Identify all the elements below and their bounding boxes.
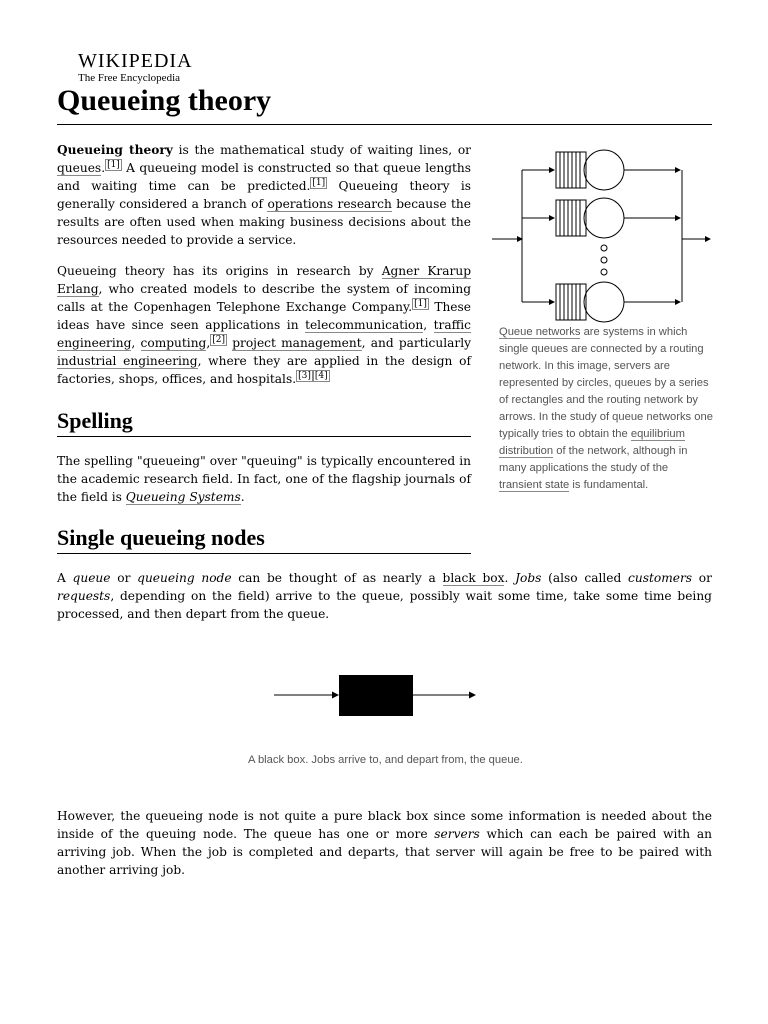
ref-4[interactable]: [4]: [314, 370, 328, 381]
ref-1[interactable]: [1]: [414, 298, 427, 309]
link-traffic-engineering[interactable]: traffic engineering: [57, 318, 472, 350]
queue-network-diagram[interactable]: [492, 140, 716, 324]
text: can be thought of as nearly a: [231, 571, 443, 585]
single-nodes-paragraph-1: [57, 569, 712, 623]
bold-term: Queueing theory: [57, 143, 173, 157]
link-queues[interactable]: queues: [57, 161, 102, 175]
text: .: [504, 571, 516, 585]
text: are systems in which single queues are connected by a routing network. In this image, servers are represented by circles, queues by a series of rectangles and the routing network by arrows. In the study of queue networks one typically tries to obtain the: [499, 326, 713, 440]
text: which can each be paired with an arriving job. When the job is completed and departs, that server will again be free to be paired with another arriving job.: [57, 827, 712, 877]
link-operations-research[interactable]: operations research: [267, 197, 392, 211]
section-divider: [57, 553, 471, 554]
black-box-diagram[interactable]: [272, 672, 482, 720]
text: These ideas have since seen applications in: [57, 300, 471, 332]
link-queue-networks[interactable]: Queue networks: [499, 326, 581, 338]
ref-1[interactable]: [1]: [107, 159, 120, 170]
link-industrial-engineering[interactable]: industrial engineering: [57, 354, 198, 368]
ellipsis-dot: [601, 245, 607, 251]
link-computing[interactable]: computing: [140, 336, 207, 350]
section-divider: [57, 436, 471, 437]
link-queueing-systems[interactable]: Queueing Systems: [125, 490, 241, 504]
intro-paragraph-2: Queueing theory has its origins in research by Agner Krarup Erlang, who created models to describe the system of incoming calls at the Copenhagen Telephone Exchange Company. [1] These ideas have since seen applications in telecommunication, traffic engineering, computing, [2] project management, and particularly industrial engineering, where they are applied in the design of factories, shops, offices, and hospitals. [3] [4]: [57, 264, 472, 386]
italic-term: customers: [628, 571, 693, 585]
server-circle-3: [584, 282, 624, 322]
page-title: Queueing theory: [57, 84, 272, 117]
wikipedia-wordmark[interactable]: WIKIPEDIA: [78, 50, 193, 72]
title-divider: [57, 124, 712, 125]
server-circle-2: [584, 198, 624, 238]
text: , who created models to describe the system of incoming calls at the Copenhagen Telephone Exchange Company.: [57, 282, 471, 314]
text: Queueing theory has its origins in research by: [57, 264, 382, 278]
text: A queueing model is constructed so that queue lengths and waiting time can be predicted.: [57, 161, 471, 193]
text: is the mathematical study of waiting lines, or: [172, 143, 471, 157]
italic-term: queueing node: [137, 571, 232, 585]
ellipsis-dot: [601, 269, 607, 275]
section-heading-single-queueing-nodes: Single queueing nodes: [57, 525, 265, 550]
link-agner-krarup-erlang[interactable]: Agner Krarup Erlang: [57, 264, 471, 296]
ref-3[interactable]: [3]: [298, 370, 311, 381]
link-equilibrium-distribution[interactable]: equilibrium distribution: [499, 428, 685, 457]
ref-1[interactable]: [1]: [312, 177, 326, 188]
intro-paragraph-1: Queueing theory is the mathematical study of waiting lines, or queues. [1] A queueing model is constructed so that queue lengths and waiting time can be predicted. [1] Queueing theory is generally considered a branch of operations research because the results are often used when making business decisions about the resources needed to provide a service.: [57, 143, 471, 247]
link-black-box[interactable]: black box: [442, 571, 505, 585]
black-box: [339, 675, 413, 716]
single-nodes-paragraph-2: [57, 807, 712, 879]
text: , depending on the field) arrive to the queue, possibly wait some time, take some time being processed, and then depart from the queue.: [57, 589, 712, 621]
text: ,: [131, 336, 141, 350]
text: However, the queueing node is not quite a pure black box since some information is needed about the inside of the queuing node. The queue has one or more: [57, 809, 712, 841]
text: , and particularly: [361, 336, 471, 350]
link-transient-state[interactable]: transient state: [499, 479, 570, 491]
text: Queueing theory is generally considered a branch of: [57, 179, 471, 211]
text: or: [692, 571, 712, 585]
section-heading-spelling: Spelling: [57, 408, 133, 433]
queue-network-caption: [499, 324, 714, 494]
text: The spelling "queueing" over "queuing" is typically encountered in the academic research field. In fact, one of the flagship journals of the field is: [57, 454, 471, 504]
ellipsis-dot: [601, 257, 607, 263]
queue-rectangles-3: [556, 284, 586, 320]
italic-term: servers: [434, 827, 480, 841]
link-project-management[interactable]: project management: [232, 336, 362, 350]
black-box-caption: A black box. Jobs arrive to, and depart from, the queue.: [248, 754, 523, 766]
ref-2[interactable]: [2]: [212, 334, 225, 345]
text: of the network, although in many applications the study of the: [499, 445, 688, 474]
text: or: [110, 571, 138, 585]
spelling-paragraph: [57, 452, 471, 506]
text: (also called: [541, 571, 629, 585]
text: , where they are applied in the design of factories, shops, offices, and hospitals.: [57, 354, 471, 386]
queue-rectangles-1: [556, 152, 586, 188]
text: ,: [423, 318, 434, 332]
queue-rectangles-2: [556, 200, 586, 236]
wikipedia-tagline: The Free Encyclopedia: [78, 72, 181, 84]
italic-term: queue: [72, 571, 111, 585]
italic-term: requests: [57, 589, 111, 603]
text: .: [240, 490, 245, 504]
server-circle-1: [584, 150, 624, 190]
text: because the results are often used when making business decisions about the resources needed to provide a service.: [57, 197, 471, 247]
link-telecommunication[interactable]: telecommunication: [305, 318, 424, 332]
italic-term: Jobs: [515, 571, 542, 585]
text: is fundamental.: [569, 479, 649, 491]
text: A: [57, 571, 73, 585]
